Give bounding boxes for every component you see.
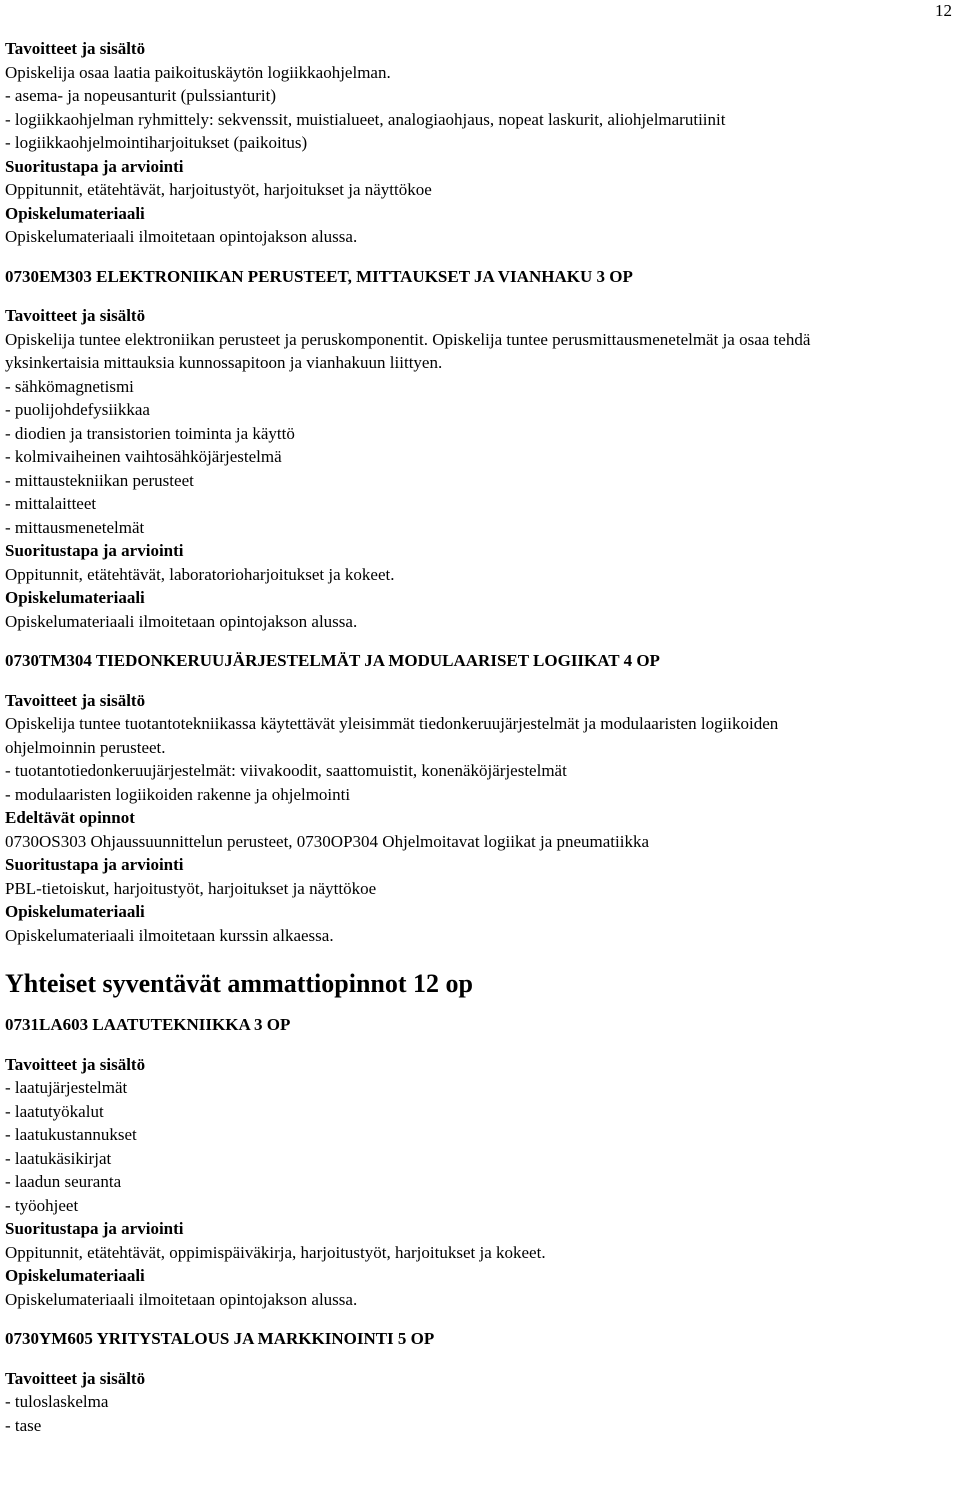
intro-suoritus-heading: Suoritustapa ja arviointi bbox=[5, 156, 184, 176]
course-description: yksinkertaisia mittauksia kunnossapitoon ja vianhakuun liittyen. bbox=[5, 353, 443, 372]
list-item: - puolijohdefysiikkaa bbox=[5, 400, 150, 419]
list-item: - tuloslaskelma bbox=[5, 1392, 109, 1411]
intro-line: - asema- ja nopeusanturit (pulssianturit) bbox=[5, 86, 276, 105]
page-number: 12 bbox=[935, 1, 952, 20]
list-item: - laatukäsikirjat bbox=[5, 1148, 112, 1168]
intro-suoritus-text: Oppitunnit, etätehtävät, harjoitustyöt, harjoitukset ja näyttökoe bbox=[5, 180, 432, 199]
course-description: Opiskelija tuntee tuotantotekniikassa käytettävät yleisimmät tiedonkeruujärjestelmät ja modulaaristen logiikoiden bbox=[5, 714, 779, 733]
suoritus-text: Oppitunnit, etätehtävät, oppimispäiväkirja, harjoitustyöt, harjoitukset ja kokeet. bbox=[5, 1242, 546, 1262]
list-item: - työohjeet bbox=[5, 1195, 79, 1215]
list-item: - mittalaitteet bbox=[5, 494, 97, 513]
materiaali-text: Opiskelumateriaali ilmoitetaan kurssin alkaessa. bbox=[5, 925, 334, 945]
tavoitteet-heading: Tavoitteet ja sisältö bbox=[5, 1054, 146, 1074]
list-item: - tase bbox=[5, 1415, 42, 1435]
list-item: - modulaaristen logiikoiden rakenne ja ohjelmointi bbox=[5, 784, 351, 804]
materiaali-heading: Opiskelumateriaali bbox=[5, 1266, 145, 1285]
course-title: 0730EM303 ELEKTRONIIKAN PERUSTEET, MITTAUKSET JA VIANHAKU 3 OP bbox=[5, 266, 633, 286]
list-item: - laadun seuranta bbox=[5, 1172, 122, 1191]
intro-section bbox=[5, 37, 955, 249]
course-title: 0730YM605 YRITYSTALOUS JA MARKKINOINTI 5 OP bbox=[5, 1329, 435, 1348]
intro-line: - logiikkaohjelman ryhmittely: sekvenssit, muistialueet, analogiaohjaus, nopeat laskurit, aliohjelmarutiinit bbox=[5, 109, 726, 129]
suoritus-heading: Suoritustapa ja arviointi bbox=[5, 541, 184, 560]
section-heading: Yhteiset syventävät ammattiopinnot 12 op bbox=[5, 969, 473, 998]
materiaali-text: Opiskelumateriaali ilmoitetaan opintojakson alussa. bbox=[5, 611, 358, 631]
course-description: ohjelmoinnin perusteet. bbox=[5, 737, 166, 757]
edeltavat-heading: Edeltävät opinnot bbox=[5, 808, 135, 827]
course-title: 0730TM304 TIEDONKERUUJÄRJESTELMÄT JA MODULAARISET LOGIIKAT 4 OP bbox=[5, 651, 660, 670]
tavoitteet-heading: Tavoitteet ja sisältö bbox=[5, 1368, 146, 1388]
tavoitteet-heading: Tavoitteet ja sisältö bbox=[5, 306, 146, 325]
tavoitteet-heading: Tavoitteet ja sisältö bbox=[5, 690, 146, 710]
course-tm304 bbox=[5, 649, 955, 947]
suoritus-text: Oppitunnit, etätehtävät, laboratorioharjoitukset ja kokeet. bbox=[5, 564, 395, 584]
list-item: - tuotantotiedonkeruujärjestelmät: viivakoodit, saattomuistit, konenäköjärjestelmät bbox=[5, 761, 567, 780]
list-item: - mittausmenetelmät bbox=[5, 517, 145, 537]
list-item: - diodien ja transistorien toiminta ja käyttö bbox=[5, 423, 295, 443]
suoritus-text: PBL-tietoiskut, harjoitustyöt, harjoitukset ja näyttökoe bbox=[5, 878, 377, 898]
course-description: Opiskelija tuntee elektroniikan perusteet ja peruskomponentit. Opiskelija tuntee perusmittausmenetelmät ja osaa tehdä bbox=[5, 329, 811, 349]
materiaali-heading: Opiskelumateriaali bbox=[5, 588, 145, 607]
suoritus-heading: Suoritustapa ja arviointi bbox=[5, 1219, 184, 1238]
course-title: 0731LA603 LAATUTEKNIIKKA 3 OP bbox=[5, 1015, 291, 1034]
list-item: - laatutyökalut bbox=[5, 1101, 104, 1121]
intro-tavoitteet-heading: Tavoitteet ja sisältö bbox=[5, 39, 146, 58]
list-item: - sähkömagnetismi bbox=[5, 376, 134, 396]
edeltavat-text: 0730OS303 Ohjaussuunnittelun perusteet, 0730OP304 Ohjelmoitavat logiikat ja pneumatiikka bbox=[5, 831, 650, 851]
intro-materiaali-text: Opiskelumateriaali ilmoitetaan opintojakson alussa. bbox=[5, 227, 358, 246]
materiaali-heading: Opiskelumateriaali bbox=[5, 902, 145, 921]
list-item: - kolmivaiheinen vaihtosähköjärjestelmä bbox=[5, 447, 282, 466]
course-la603 bbox=[5, 1013, 955, 1311]
suoritus-heading: Suoritustapa ja arviointi bbox=[5, 855, 184, 874]
list-item: - laatujärjestelmät bbox=[5, 1078, 128, 1097]
materiaali-text: Opiskelumateriaali ilmoitetaan opintojakson alussa. bbox=[5, 1289, 358, 1309]
intro-line: - logiikkaohjelmointiharjoitukset (paikoitus) bbox=[5, 133, 308, 152]
document-body bbox=[5, 37, 955, 1437]
list-item: - laatukustannukset bbox=[5, 1125, 137, 1144]
list-item: - mittaustekniikan perusteet bbox=[5, 470, 194, 490]
course-ym605 bbox=[5, 1327, 955, 1437]
intro-materiaali-heading: Opiskelumateriaali bbox=[5, 203, 145, 223]
intro-line: Opiskelija osaa laatia paikoituskäytön logiikkaohjelman. bbox=[5, 62, 391, 82]
course-em303 bbox=[5, 265, 955, 634]
